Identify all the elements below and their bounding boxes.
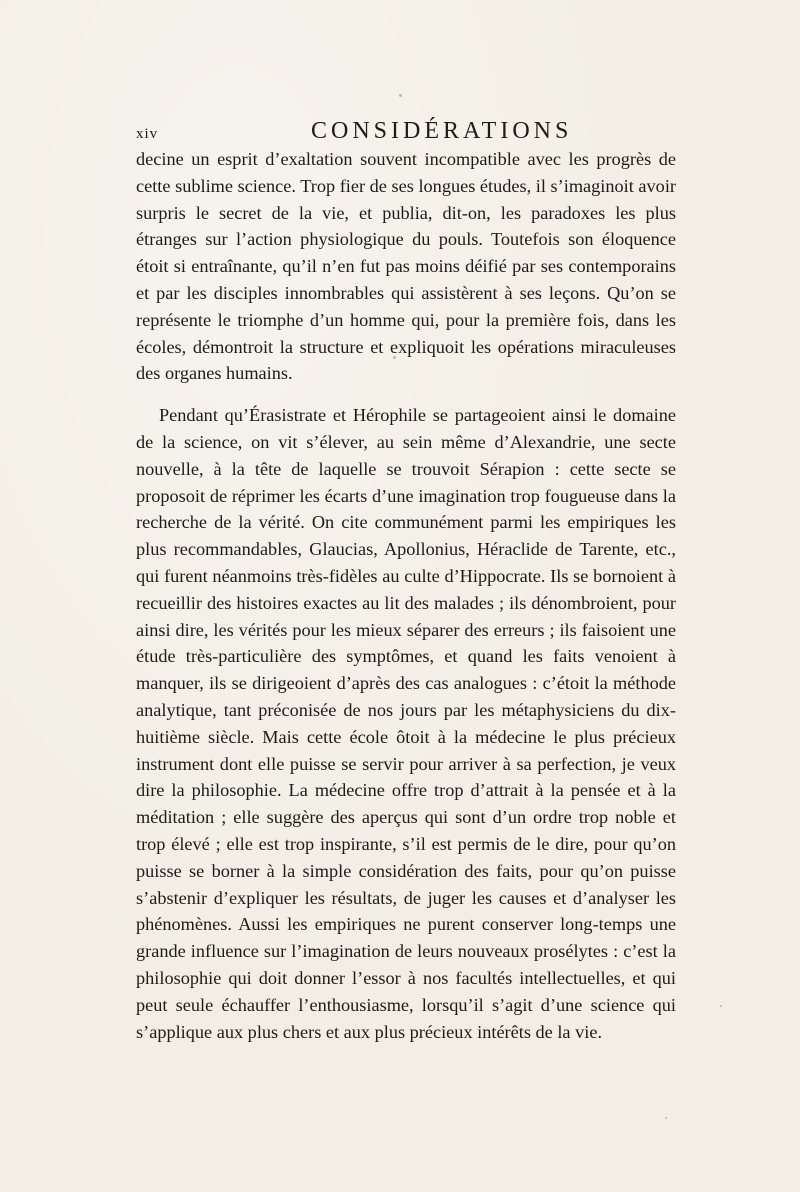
- paper-fleck: [720, 1005, 722, 1007]
- page-header: [136, 118, 676, 148]
- paragraph: decine un esprit d’exaltation souvent incompatible avec les progrès de cette sublime science. Trop fier de ses longues études, il s’imaginoit avoir surpris le secret de la vie, et publia, dit-on, les paradoxes les plus étranges sur l’action physiologique du pouls. Toutefois son éloquence étoit si entraînante, qu’il n’en fut pas moins déifié par ses contemporains et par les disciples innombrables qui assistèrent à ses leçons. Qu’on se représente le triomphe d’un homme qui, pour la première fois, dans les écoles, démontroit la structure et expliquoit les opérations miraculeuses des organes humains.: [136, 149, 676, 384]
- body-text: [136, 146, 676, 1045]
- paper-fleck: [399, 94, 402, 97]
- paper-fleck: [393, 356, 396, 359]
- running-title: CONSIDÉRATIONS: [311, 118, 573, 144]
- page-number: xiv: [136, 126, 159, 142]
- paragraph: Pendant qu’Érasistrate et Hérophile se partageoient ainsi le domaine de la science, on vit s’élever, au sein même d’Alexandrie, une secte nouvelle, à la tête de laquelle se trouvoit Sérapion : cette secte se proposoit de réprimer les écarts d’une imagination trop fougueuse dans la recherche de la vérité. On cite communément parmi les empiriques les plus recommandables, Glaucias, Apollonius, Héraclide de Tarente, etc., qui furent néanmoins très-fidèles au culte d’Hippocrate. Ils se bornoient à recueillir des histoires exactes au lit des malades ; ils dénombroient, pour ainsi dire, les vérités pour les mieux séparer des erreurs ; ils faisoient une étude très-particulière des symptômes, et quand les faits venoient à manquer, ils se dirigeoient d’après des cas analogues : c’étoit la méthode analytique, tant préconisée de nos jours par les métaphysiciens du dix-huitième siècle. Mais cette école ôtoit à la médecine le plus précieux instrument dont elle puisse se servir pour arriver à sa perfection, je veux dire la philosophie. La médecine offre trop d’attrait à la pensée et à la méditation ; elle suggère des aperçus qui sont d’un ordre trop noble et trop élevé ; elle est trop inspirante, s’il est permis de le dire, pour qu’on puisse se borner à la simple considération des faits, pour qu’on puisse s’abstenir d’expliquer les résultats, de juger les causes et d’analyser les phénomènes. Aussi les empiriques ne purent conserver long-temps une grande influence sur l’imagination de leurs nouveaux prosélytes : c’est la philosophie qui doit donner l’essor à nos facultés intellectuelles, et qui peut seule échauffer l’enthousiasme, lorsqu’il s’agit d’une science qui s’applique aux plus chers et aux plus précieux intérêts de la vie.: [136, 405, 676, 1042]
- paper-fleck: [665, 1117, 667, 1119]
